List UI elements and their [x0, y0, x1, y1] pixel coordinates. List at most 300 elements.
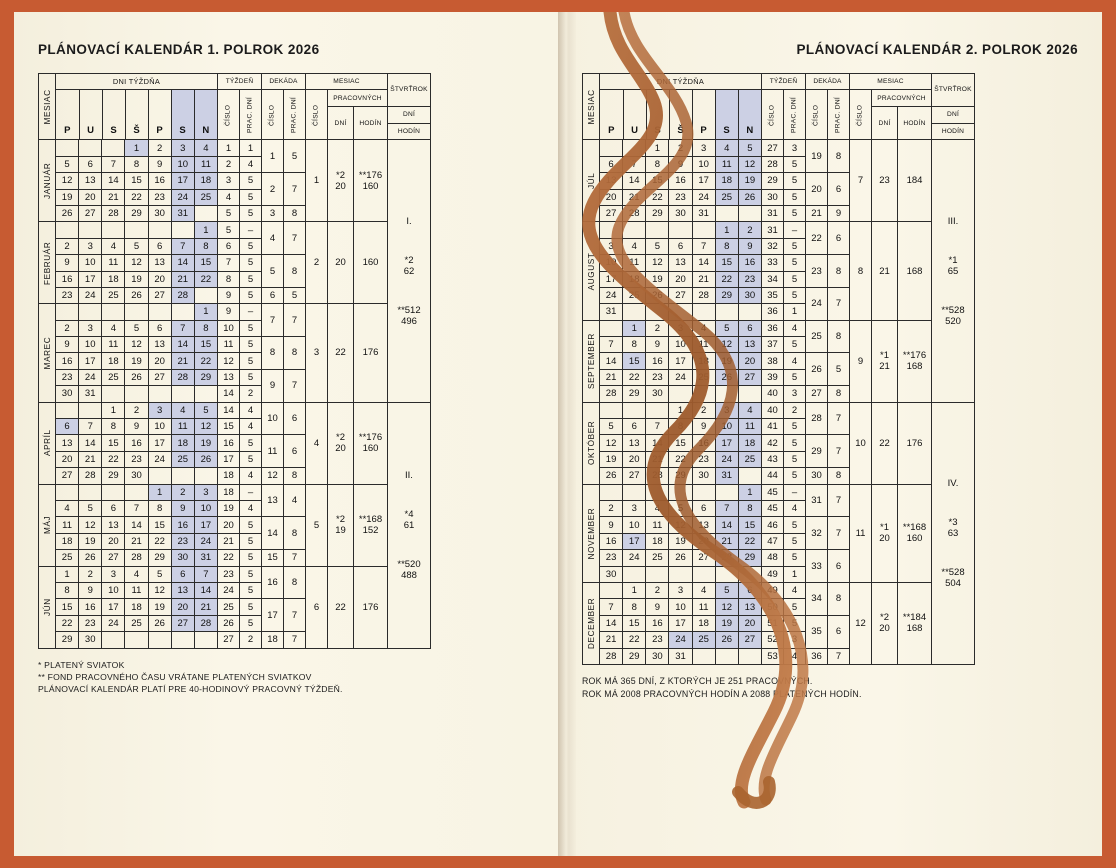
day-cell: 4: [646, 500, 669, 516]
day-cell: 7: [79, 419, 102, 435]
day-cell: 1: [623, 320, 646, 336]
day-cell: 2: [646, 582, 669, 598]
week-workdays-cell: 5: [784, 173, 806, 189]
day-cell: [194, 632, 217, 648]
day-cell: [171, 386, 194, 402]
day-cell: 26: [715, 632, 738, 648]
day-cell: 1: [102, 402, 125, 418]
week-workdays-cell: 4: [240, 156, 262, 172]
col-quarter-hours: HODÍN: [932, 124, 975, 140]
day-cell: 27: [669, 287, 692, 303]
week-number-cell: 49: [762, 566, 784, 582]
day-cell: 21: [79, 451, 102, 467]
week-workdays-cell: 5: [784, 255, 806, 271]
day-cell: 10: [600, 255, 623, 271]
day-cell: 24: [669, 632, 692, 648]
decade-workdays-cell: 7: [284, 632, 306, 648]
day-cell: 20: [79, 189, 102, 205]
day-cell: 22: [669, 451, 692, 467]
decade-workdays-cell: 8: [284, 517, 306, 550]
day-cell: 12: [669, 517, 692, 533]
day-cell: 17: [148, 435, 171, 451]
day-cell: 22: [646, 189, 669, 205]
day-cell: 25: [623, 287, 646, 303]
decade-number-cell: 35: [806, 615, 828, 648]
weekday-0: P: [608, 125, 615, 137]
day-cell: 14: [600, 353, 623, 369]
table-row: [583, 484, 975, 500]
week-workdays-cell: 5: [784, 615, 806, 631]
day-cell: 31: [715, 468, 738, 484]
decade-number-cell: 17: [262, 599, 284, 632]
col-week-workdays: PRAC. DNÍ: [784, 90, 806, 140]
table-row: [583, 402, 975, 418]
week-number-cell: 18: [218, 484, 240, 500]
week-workdays-cell: 4: [784, 353, 806, 369]
day-cell: 29: [148, 550, 171, 566]
week-workdays-cell: 1: [240, 140, 262, 156]
day-cell: [148, 304, 171, 320]
day-cell: 6: [102, 500, 125, 516]
day-cell: 29: [669, 468, 692, 484]
day-cell: 25: [692, 632, 715, 648]
day-cell: 27: [738, 632, 761, 648]
day-cell: 18: [102, 353, 125, 369]
day-cell: 13: [738, 599, 761, 615]
week-number-cell: 7: [218, 255, 240, 271]
day-cell: 18: [646, 533, 669, 549]
day-cell: 28: [102, 205, 125, 221]
day-cell: 22: [194, 271, 217, 287]
day-cell: 1: [194, 222, 217, 238]
day-cell: 17: [692, 173, 715, 189]
day-cell: [171, 222, 194, 238]
day-cell: 10: [102, 582, 125, 598]
month-name-4: MÁJ: [39, 484, 56, 566]
day-cell: 22: [623, 369, 646, 385]
week-number-cell: 28: [762, 156, 784, 172]
day-cell: 5: [715, 320, 738, 336]
day-cell: 7: [600, 337, 623, 353]
week-number-cell: 22: [218, 550, 240, 566]
decade-number-cell: 34: [806, 582, 828, 615]
day-cell: [738, 468, 761, 484]
day-cell: 24: [600, 287, 623, 303]
decade-workdays-cell: 7: [828, 517, 850, 550]
week-number-cell: 9: [218, 287, 240, 303]
day-cell: 11: [646, 517, 669, 533]
day-cell: 2: [646, 320, 669, 336]
week-number-cell: 32: [762, 238, 784, 254]
week-number-cell: 50: [762, 599, 784, 615]
day-cell: 3: [79, 320, 102, 336]
decade-number-cell: 3: [262, 205, 284, 221]
day-cell: 10: [148, 419, 171, 435]
day-cell: 17: [669, 353, 692, 369]
day-cell: 3: [669, 320, 692, 336]
day-cell: 13: [600, 173, 623, 189]
week-workdays-cell: –: [240, 304, 262, 320]
day-cell: 13: [56, 435, 79, 451]
day-cell: 10: [194, 500, 217, 516]
day-cell: 6: [600, 156, 623, 172]
day-cell: 28: [79, 468, 102, 484]
table-row: [39, 304, 431, 320]
day-cell: 6: [56, 419, 79, 435]
day-cell: 3: [79, 238, 102, 254]
day-cell: [669, 386, 692, 402]
day-cell: [738, 566, 761, 582]
month-days-cell: 22: [872, 402, 898, 484]
table-row: [583, 320, 975, 336]
header-quarter: ŠTVRŤROK: [388, 74, 431, 107]
day-cell: [715, 648, 738, 664]
day-cell: 8: [102, 419, 125, 435]
col-month-number: ČÍSLO: [306, 90, 328, 140]
day-cell: [102, 386, 125, 402]
day-cell: 21: [171, 353, 194, 369]
day-cell: 7: [623, 156, 646, 172]
day-cell: 4: [102, 320, 125, 336]
day-cell: 26: [646, 287, 669, 303]
day-cell: 21: [194, 599, 217, 615]
day-cell: 3: [171, 140, 194, 156]
table-row: [39, 566, 431, 582]
decade-workdays-cell: 7: [284, 369, 306, 402]
decade-workdays-cell: 6: [828, 173, 850, 206]
decade-workdays-cell: 4: [284, 484, 306, 517]
day-cell: 3: [148, 402, 171, 418]
week-number-cell: 27: [218, 632, 240, 648]
day-cell: 3: [669, 582, 692, 598]
week-number-cell: 16: [218, 435, 240, 451]
day-cell: 5: [194, 402, 217, 418]
week-workdays-cell: 5: [240, 550, 262, 566]
day-cell: 16: [125, 435, 148, 451]
day-cell: 21: [692, 271, 715, 287]
day-cell: 10: [623, 517, 646, 533]
week-workdays-cell: 1: [784, 566, 806, 582]
day-cell: 29: [102, 468, 125, 484]
day-cell: [692, 648, 715, 664]
day-cell: 24: [79, 369, 102, 385]
day-cell: 25: [102, 287, 125, 303]
week-workdays-cell: 4: [240, 500, 262, 516]
day-cell: 28: [646, 468, 669, 484]
day-cell: [148, 632, 171, 648]
decade-number-cell: 21: [806, 205, 828, 221]
week-workdays-cell: 3: [784, 386, 806, 402]
week-number-cell: 12: [218, 353, 240, 369]
week-workdays-cell: –: [240, 222, 262, 238]
week-number-cell: 23: [218, 566, 240, 582]
col-quarter-days: DNÍ: [932, 106, 975, 123]
planner-spread: [14, 12, 1102, 856]
decade-workdays-cell: 7: [828, 402, 850, 435]
col-decade-number: ČÍSLO: [262, 90, 284, 140]
week-number-cell: 25: [218, 599, 240, 615]
day-cell: [715, 304, 738, 320]
month-number-cell: 9: [850, 320, 872, 402]
decade-number-cell: 36: [806, 648, 828, 664]
day-cell: 4: [171, 402, 194, 418]
day-cell: 17: [600, 271, 623, 287]
decade-number-cell: 1: [262, 140, 284, 173]
day-cell: 31: [171, 205, 194, 221]
day-cell: 27: [738, 369, 761, 385]
day-cell: 23: [171, 533, 194, 549]
week-number-cell: 40: [762, 386, 784, 402]
day-cell: 28: [715, 550, 738, 566]
day-cell: 25: [738, 451, 761, 467]
month-hours-cell: 176: [354, 566, 388, 648]
day-cell: [623, 304, 646, 320]
day-cell: 30: [148, 205, 171, 221]
page-second-half: [558, 12, 1102, 856]
week-workdays-cell: 5: [784, 451, 806, 467]
col-week-number: ČÍSLO: [218, 90, 240, 140]
week-number-cell: 5: [218, 205, 240, 221]
week-number-cell: 31: [762, 205, 784, 221]
day-cell: 25: [692, 369, 715, 385]
day-cell: 11: [56, 517, 79, 533]
day-cell: [194, 386, 217, 402]
weekday-5: S: [715, 90, 738, 139]
day-cell: 30: [738, 287, 761, 303]
day-cell: [600, 402, 623, 418]
day-cell: 27: [56, 468, 79, 484]
calendar-table-second-half: [582, 73, 1078, 665]
day-cell: [692, 386, 715, 402]
day-cell: 14: [125, 517, 148, 533]
day-cell: 8: [148, 500, 171, 516]
week-number-cell: 44: [762, 468, 784, 484]
day-cell: 29: [715, 287, 738, 303]
day-cell: 24: [623, 550, 646, 566]
day-cell: 12: [125, 255, 148, 271]
month-name-5: JÚN: [39, 566, 56, 648]
day-cell: 2: [600, 500, 623, 516]
month-name-5: DECEMBER: [583, 582, 600, 664]
day-cell: 2: [125, 402, 148, 418]
day-cell: 19: [715, 615, 738, 631]
day-cell: 20: [692, 533, 715, 549]
day-cell: 16: [646, 353, 669, 369]
header-week: TÝŽDEŇ: [218, 74, 262, 90]
week-workdays-cell: 5: [784, 205, 806, 221]
day-cell: [600, 320, 623, 336]
day-cell: [102, 222, 125, 238]
day-cell: 29: [623, 648, 646, 664]
day-cell: [623, 402, 646, 418]
week-workdays-cell: 4: [784, 648, 806, 664]
day-cell: [692, 222, 715, 238]
day-cell: [646, 222, 669, 238]
weekday-2: S: [646, 90, 669, 139]
day-cell: [715, 386, 738, 402]
decade-number-cell: 27: [806, 386, 828, 402]
day-cell: 19: [715, 353, 738, 369]
weekday-1: U: [79, 90, 102, 139]
day-cell: 12: [148, 582, 171, 598]
month-number-cell: 10: [850, 402, 872, 484]
week-workdays-cell: 5: [240, 287, 262, 303]
weekday-3: Š: [125, 90, 148, 139]
day-cell: 21: [715, 533, 738, 549]
day-cell: 4: [692, 320, 715, 336]
day-cell: 14: [171, 255, 194, 271]
day-cell: 23: [79, 615, 102, 631]
month-name-1: FEBRUÁR: [39, 222, 56, 304]
day-cell: 26: [125, 287, 148, 303]
week-number-cell: 43: [762, 451, 784, 467]
day-cell: [715, 566, 738, 582]
day-cell: 19: [79, 533, 102, 549]
day-cell: 14: [171, 337, 194, 353]
day-cell: 18: [194, 173, 217, 189]
day-cell: 21: [600, 369, 623, 385]
day-cell: 14: [194, 582, 217, 598]
month-hours-cell: **168 160: [898, 484, 932, 582]
month-days-cell: *1 21: [872, 320, 898, 402]
day-cell: 18: [715, 173, 738, 189]
decade-number-cell: 20: [806, 173, 828, 206]
day-cell: 23: [56, 287, 79, 303]
day-cell: 9: [692, 419, 715, 435]
month-number-cell: 7: [850, 140, 872, 222]
decade-number-cell: 29: [806, 435, 828, 468]
decade-number-cell: 12: [262, 468, 284, 484]
day-cell: 1: [715, 222, 738, 238]
day-cell: 4: [125, 566, 148, 582]
day-cell: 24: [692, 189, 715, 205]
day-cell: 4: [715, 140, 738, 156]
week-number-cell: 20: [218, 517, 240, 533]
day-cell: 26: [148, 615, 171, 631]
day-cell: 24: [715, 451, 738, 467]
day-cell: 10: [669, 337, 692, 353]
day-cell: 16: [148, 173, 171, 189]
table-row: [583, 140, 975, 156]
day-cell: 9: [56, 255, 79, 271]
day-cell: 20: [102, 533, 125, 549]
decade-number-cell: 9: [262, 369, 284, 402]
col-decade-workdays: PRAC. DNÍ: [828, 90, 850, 140]
decade-number-cell: 6: [262, 287, 284, 303]
day-cell: 2: [56, 320, 79, 336]
day-cell: [171, 632, 194, 648]
decade-workdays-cell: 7: [284, 173, 306, 206]
header-decade: DEKÁDA: [262, 74, 306, 90]
day-cell: 22: [715, 271, 738, 287]
day-cell: 15: [148, 517, 171, 533]
table-row: [583, 582, 975, 598]
day-cell: [715, 205, 738, 221]
week-workdays-cell: 5: [784, 533, 806, 549]
day-cell: 12: [738, 156, 761, 172]
legend-line-3: PLÁNOVACÍ KALENDÁR PLATÍ PRE 40-HODINOVÝ PRACOVNÝ TÝŽDEŇ.: [38, 684, 343, 695]
day-cell: 30: [56, 386, 79, 402]
day-cell: 29: [125, 205, 148, 221]
day-cell: 28: [125, 550, 148, 566]
month-days-cell: 20: [328, 222, 354, 304]
day-cell: 31: [669, 648, 692, 664]
decade-number-cell: 25: [806, 320, 828, 353]
week-number-cell: 45: [762, 500, 784, 516]
month-days-cell: 21: [872, 222, 898, 320]
day-cell: 2: [669, 140, 692, 156]
month-days-cell: *2 19: [328, 484, 354, 566]
week-workdays-cell: 5: [240, 189, 262, 205]
week-number-cell: 21: [218, 533, 240, 549]
month-days-cell: *2 20: [872, 582, 898, 664]
page-title-left: PLÁNOVACÍ KALENDÁR 1. POLROK 2026: [38, 42, 320, 57]
header-week: TÝŽDEŇ: [762, 74, 806, 90]
day-cell: 12: [194, 419, 217, 435]
month-hours-cell: 184: [898, 140, 932, 222]
decade-workdays-cell: 7: [284, 304, 306, 337]
day-cell: 12: [56, 173, 79, 189]
week-number-cell: 2: [218, 156, 240, 172]
header-month-stats: MESIAC: [850, 74, 932, 90]
header-decade: DEKÁDA: [806, 74, 850, 90]
day-cell: [102, 632, 125, 648]
day-cell: 4: [623, 238, 646, 254]
day-cell: 11: [692, 599, 715, 615]
day-cell: 2: [692, 402, 715, 418]
day-cell: 25: [102, 369, 125, 385]
day-cell: 19: [125, 353, 148, 369]
col-month-hours: HODÍN: [898, 106, 932, 140]
decade-workdays-cell: 6: [284, 402, 306, 435]
day-cell: [692, 484, 715, 500]
day-cell: 21: [600, 632, 623, 648]
decade-workdays-cell: 8: [284, 337, 306, 370]
day-cell: 14: [646, 435, 669, 451]
day-cell: 20: [148, 353, 171, 369]
day-cell: 3: [194, 484, 217, 500]
day-cell: [148, 386, 171, 402]
weekday-2: S: [102, 90, 125, 139]
week-number-cell: 42: [762, 435, 784, 451]
day-cell: 23: [600, 550, 623, 566]
col-month-number: ČÍSLO: [850, 90, 872, 140]
day-cell: 31: [692, 205, 715, 221]
month-name-1: AUGUST: [583, 222, 600, 320]
decade-workdays-cell: 7: [284, 222, 306, 255]
day-cell: 11: [738, 419, 761, 435]
day-cell: 24: [148, 451, 171, 467]
day-cell: 25: [194, 189, 217, 205]
day-cell: 14: [79, 435, 102, 451]
day-cell: 15: [194, 255, 217, 271]
day-cell: 21: [125, 533, 148, 549]
month-number-cell: 6: [306, 566, 328, 648]
day-cell: [125, 484, 148, 500]
day-cell: 19: [194, 435, 217, 451]
day-cell: [623, 484, 646, 500]
weekday-6: N: [738, 90, 761, 139]
col-decade-workdays: PRAC. DNÍ: [284, 90, 306, 140]
day-cell: 30: [646, 648, 669, 664]
day-cell: [738, 386, 761, 402]
day-cell: 7: [171, 238, 194, 254]
day-cell: 18: [125, 599, 148, 615]
week-workdays-cell: 5: [784, 189, 806, 205]
day-cell: 26: [600, 468, 623, 484]
day-cell: 5: [669, 500, 692, 516]
day-cell: [194, 287, 217, 303]
